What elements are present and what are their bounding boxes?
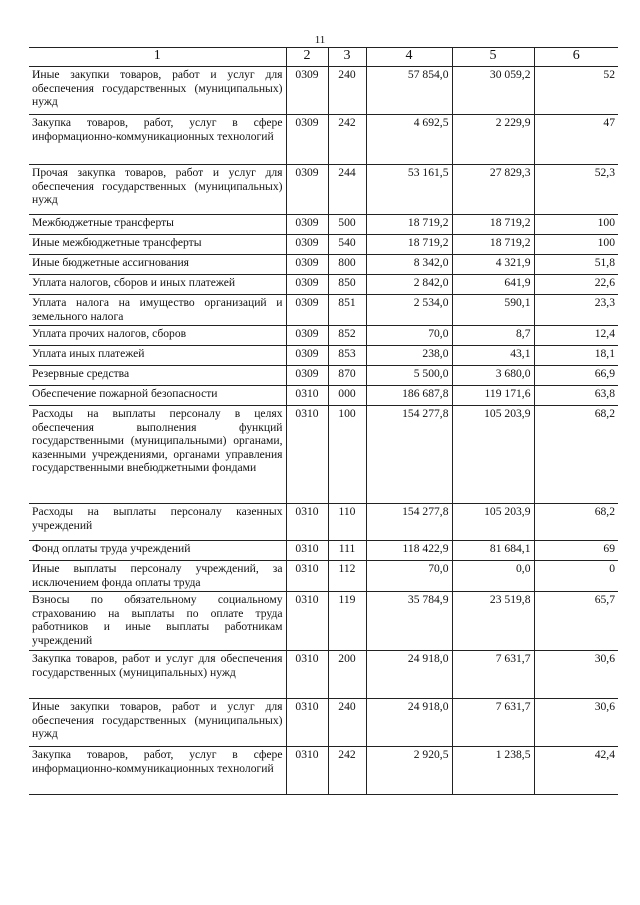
- column-header-1: 1: [29, 48, 286, 67]
- table-row: [29, 651, 618, 699]
- row-planned-amount: 70,0: [366, 561, 452, 592]
- row-expense-type: 240: [328, 699, 366, 747]
- row-section-code: 0309: [286, 295, 328, 326]
- row-actual-amount: 30 059,2: [452, 67, 534, 115]
- row-expense-name: Иные межбюджетные трансферты: [29, 235, 286, 255]
- row-expense-type: 200: [328, 651, 366, 699]
- row-planned-amount: 4 692,5: [366, 115, 452, 165]
- row-execution-percent: 47: [534, 115, 618, 165]
- row-section-code: 0309: [286, 67, 328, 115]
- row-section-code: 0310: [286, 592, 328, 651]
- row-section-code: 0310: [286, 541, 328, 561]
- row-expense-type: 870: [328, 366, 366, 386]
- row-actual-amount: 4 321,9: [452, 255, 534, 275]
- table-row: [29, 67, 618, 115]
- row-expense-name: Прочая закупка товаров, работ и услуг для обеспечения государственных (муниципальных) нужд: [29, 165, 286, 215]
- row-execution-percent: 66,9: [534, 366, 618, 386]
- row-planned-amount: 186 687,8: [366, 386, 452, 406]
- table-row: [29, 541, 618, 561]
- row-actual-amount: 43,1: [452, 346, 534, 366]
- row-actual-amount: 641,9: [452, 275, 534, 295]
- row-actual-amount: 0,0: [452, 561, 534, 592]
- row-expense-name: Межбюджетные трансферты: [29, 215, 286, 235]
- row-planned-amount: 24 918,0: [366, 651, 452, 699]
- row-actual-amount: 3 680,0: [452, 366, 534, 386]
- row-execution-percent: 42,4: [534, 747, 618, 795]
- row-execution-percent: 69: [534, 541, 618, 561]
- row-planned-amount: 24 918,0: [366, 699, 452, 747]
- row-expense-name: Взносы по обязательному социальному страхованию на выплаты по оплате труда работников и иные выплаты работникам учреждений: [29, 592, 286, 651]
- row-section-code: 0309: [286, 366, 328, 386]
- row-planned-amount: 70,0: [366, 326, 452, 346]
- row-expense-type: 242: [328, 747, 366, 795]
- row-expense-name: Уплата налога на имущество организаций и земельного налога: [29, 295, 286, 326]
- row-planned-amount: 8 342,0: [366, 255, 452, 275]
- row-planned-amount: 53 161,5: [366, 165, 452, 215]
- row-actual-amount: 23 519,8: [452, 592, 534, 651]
- column-header-4: 4: [366, 48, 452, 67]
- row-expense-type: 851: [328, 295, 366, 326]
- table-row: [29, 275, 618, 295]
- row-actual-amount: 18 719,2: [452, 215, 534, 235]
- table-row: [29, 115, 618, 165]
- table-body: [29, 67, 618, 795]
- row-expense-type: 242: [328, 115, 366, 165]
- row-planned-amount: 2 842,0: [366, 275, 452, 295]
- row-expense-type: 111: [328, 541, 366, 561]
- table-row: [29, 215, 618, 235]
- row-planned-amount: 57 854,0: [366, 67, 452, 115]
- row-planned-amount: 118 422,9: [366, 541, 452, 561]
- row-execution-percent: 68,2: [534, 504, 618, 541]
- row-execution-percent: 12,4: [534, 326, 618, 346]
- table-row: [29, 295, 618, 326]
- row-planned-amount: 154 277,8: [366, 406, 452, 504]
- row-actual-amount: 1 238,5: [452, 747, 534, 795]
- row-actual-amount: 590,1: [452, 295, 534, 326]
- budget-table: [29, 47, 618, 795]
- row-section-code: 0310: [286, 747, 328, 795]
- row-expense-name: Закупка товаров, работ, услуг в сфере информационно-коммуникационных технологий: [29, 115, 286, 165]
- row-execution-percent: 30,6: [534, 651, 618, 699]
- row-expense-name: Резервные средства: [29, 366, 286, 386]
- row-execution-percent: 52,3: [534, 165, 618, 215]
- row-expense-type: 000: [328, 386, 366, 406]
- row-expense-type: 244: [328, 165, 366, 215]
- row-section-code: 0309: [286, 115, 328, 165]
- table-row: [29, 326, 618, 346]
- table-row: [29, 386, 618, 406]
- table-row: [29, 346, 618, 366]
- row-section-code: 0310: [286, 406, 328, 504]
- table-row: [29, 235, 618, 255]
- row-planned-amount: 2 534,0: [366, 295, 452, 326]
- column-header-3: 3: [328, 48, 366, 67]
- row-execution-percent: 100: [534, 215, 618, 235]
- table-header-row: [29, 48, 618, 67]
- row-expense-name: Обеспечение пожарной безопасности: [29, 386, 286, 406]
- row-section-code: 0309: [286, 215, 328, 235]
- row-planned-amount: 154 277,8: [366, 504, 452, 541]
- row-section-code: 0309: [286, 165, 328, 215]
- row-expense-name: Закупка товаров, работ и услуг для обеспечения государственных (муниципальных) нужд: [29, 651, 286, 699]
- row-section-code: 0309: [286, 346, 328, 366]
- table-row: [29, 561, 618, 592]
- row-expense-type: 110: [328, 504, 366, 541]
- table-row: [29, 165, 618, 215]
- row-expense-name: Уплата налогов, сборов и иных платежей: [29, 275, 286, 295]
- row-actual-amount: 27 829,3: [452, 165, 534, 215]
- row-expense-type: 112: [328, 561, 366, 592]
- row-execution-percent: 30,6: [534, 699, 618, 747]
- row-section-code: 0309: [286, 255, 328, 275]
- row-expense-name: Уплата прочих налогов, сборов: [29, 326, 286, 346]
- row-execution-percent: 65,7: [534, 592, 618, 651]
- table-row: [29, 592, 618, 651]
- row-execution-percent: 23,3: [534, 295, 618, 326]
- row-expense-name: Закупка товаров, работ, услуг в сфере информационно-коммуникационных технологий: [29, 747, 286, 795]
- row-execution-percent: 68,2: [534, 406, 618, 504]
- table-row: [29, 406, 618, 504]
- row-expense-name: Уплата иных платежей: [29, 346, 286, 366]
- row-section-code: 0310: [286, 504, 328, 541]
- row-expense-name: Расходы на выплаты персоналу казенных учреждений: [29, 504, 286, 541]
- row-section-code: 0310: [286, 651, 328, 699]
- row-execution-percent: 63,8: [534, 386, 618, 406]
- row-expense-type: 540: [328, 235, 366, 255]
- row-section-code: 0309: [286, 235, 328, 255]
- row-section-code: 0309: [286, 326, 328, 346]
- row-expense-type: 100: [328, 406, 366, 504]
- row-planned-amount: 18 719,2: [366, 235, 452, 255]
- column-header-6: 6: [534, 48, 618, 67]
- row-expense-type: 852: [328, 326, 366, 346]
- row-expense-type: 119: [328, 592, 366, 651]
- row-actual-amount: 2 229,9: [452, 115, 534, 165]
- row-actual-amount: 7 631,7: [452, 651, 534, 699]
- row-expense-name: Иные выплаты персоналу учреждений, за исключением фонда оплаты труда: [29, 561, 286, 592]
- row-actual-amount: 8,7: [452, 326, 534, 346]
- row-planned-amount: 2 920,5: [366, 747, 452, 795]
- row-planned-amount: 238,0: [366, 346, 452, 366]
- row-expense-type: 853: [328, 346, 366, 366]
- row-actual-amount: 81 684,1: [452, 541, 534, 561]
- row-expense-name: Иные закупки товаров, работ и услуг для обеспечения государственных (муниципальных) нужд: [29, 699, 286, 747]
- row-planned-amount: 5 500,0: [366, 366, 452, 386]
- row-section-code: 0310: [286, 386, 328, 406]
- row-section-code: 0310: [286, 561, 328, 592]
- row-expense-name: Иные бюджетные ассигнования: [29, 255, 286, 275]
- column-header-5: 5: [452, 48, 534, 67]
- row-actual-amount: 105 203,9: [452, 504, 534, 541]
- row-actual-amount: 105 203,9: [452, 406, 534, 504]
- row-execution-percent: 51,8: [534, 255, 618, 275]
- row-section-code: 0310: [286, 699, 328, 747]
- row-expense-name: Расходы на выплаты персоналу в целях обеспечения выполнения функций государственными (муниципальными) органами, казенными учреждениями, органами управления государственными внебюджетными фондами: [29, 406, 286, 504]
- row-actual-amount: 7 631,7: [452, 699, 534, 747]
- row-actual-amount: 18 719,2: [452, 235, 534, 255]
- table-row: [29, 366, 618, 386]
- table-row: [29, 747, 618, 795]
- row-expense-type: 800: [328, 255, 366, 275]
- table-row: [29, 504, 618, 541]
- row-execution-percent: 18,1: [534, 346, 618, 366]
- row-expense-type: 500: [328, 215, 366, 235]
- table-row: [29, 699, 618, 747]
- row-execution-percent: 52: [534, 67, 618, 115]
- row-execution-percent: 0: [534, 561, 618, 592]
- row-expense-name: Иные закупки товаров, работ и услуг для обеспечения государственных (муниципальных) нужд: [29, 67, 286, 115]
- table-row: [29, 255, 618, 275]
- row-planned-amount: 18 719,2: [366, 215, 452, 235]
- row-section-code: 0309: [286, 275, 328, 295]
- page-number: 11: [314, 34, 326, 46]
- row-execution-percent: 22,6: [534, 275, 618, 295]
- row-expense-name: Фонд оплаты труда учреждений: [29, 541, 286, 561]
- row-planned-amount: 35 784,9: [366, 592, 452, 651]
- row-execution-percent: 100: [534, 235, 618, 255]
- row-actual-amount: 119 171,6: [452, 386, 534, 406]
- row-expense-type: 240: [328, 67, 366, 115]
- row-expense-type: 850: [328, 275, 366, 295]
- column-header-2: 2: [286, 48, 328, 67]
